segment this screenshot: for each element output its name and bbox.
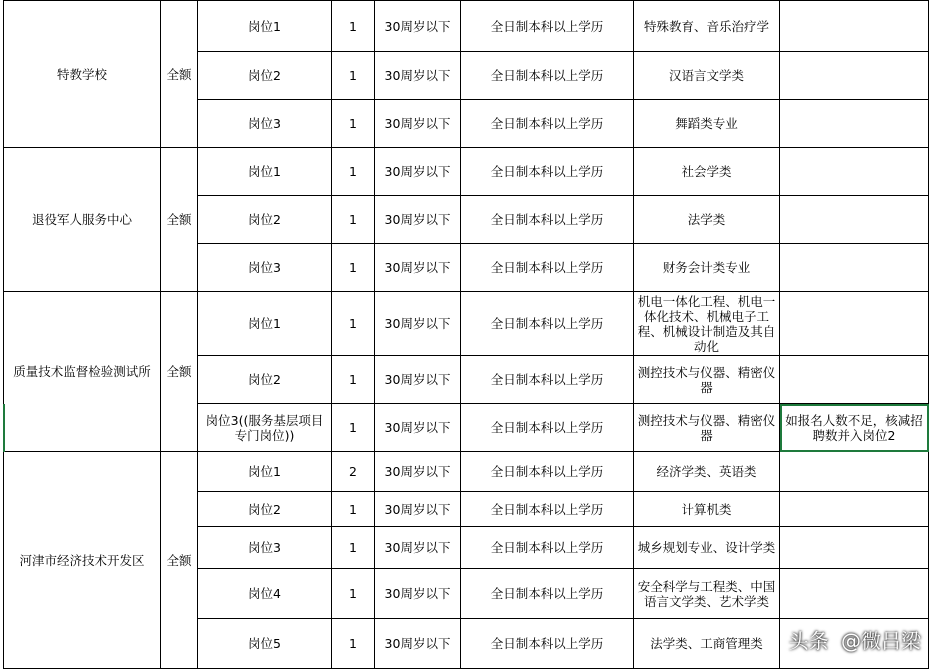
education-cell[interactable]: 全日制本科以上学历: [461, 527, 634, 569]
table-row: [4, 148, 929, 196]
post-cell[interactable]: 岗位2: [198, 196, 332, 244]
count-cell[interactable]: 1: [332, 196, 375, 244]
major-cell[interactable]: 法学类、工商管理类: [634, 619, 780, 669]
age-cell[interactable]: 30周岁以下: [375, 1, 461, 52]
major-cell[interactable]: 测控技术与仪器、精密仪器: [634, 356, 780, 404]
major-cell[interactable]: 特殊教育、音乐治疗学: [634, 1, 780, 52]
note-cell[interactable]: [780, 244, 929, 292]
age-cell[interactable]: 30周岁以下: [375, 356, 461, 404]
age-cell[interactable]: 30周岁以下: [375, 452, 461, 492]
count-cell[interactable]: 1: [332, 244, 375, 292]
note-cell[interactable]: [780, 148, 929, 196]
age-cell[interactable]: 30周岁以下: [375, 292, 461, 356]
post-cell[interactable]: 岗位1: [198, 452, 332, 492]
post-cell[interactable]: 岗位4: [198, 569, 332, 619]
post-cell[interactable]: 岗位3: [198, 244, 332, 292]
toutiao-logo: 头条: [788, 629, 829, 653]
post-cell[interactable]: 岗位5: [198, 619, 332, 669]
note-cell[interactable]: [780, 52, 929, 100]
count-cell[interactable]: 1: [332, 619, 375, 669]
major-cell[interactable]: 城乡规划专业、设计学类: [634, 527, 780, 569]
note-cell[interactable]: [780, 100, 929, 148]
major-cell[interactable]: 社会学类: [634, 148, 780, 196]
funding-cell[interactable]: 全额: [161, 148, 198, 292]
education-cell[interactable]: 全日制本科以上学历: [461, 452, 634, 492]
note-cell[interactable]: [780, 569, 929, 619]
age-cell[interactable]: 30周岁以下: [375, 100, 461, 148]
watermark: [789, 625, 921, 654]
unit-cell[interactable]: 特教学校: [4, 1, 161, 148]
education-cell[interactable]: 全日制本科以上学历: [461, 292, 634, 356]
age-cell[interactable]: 30周岁以下: [375, 569, 461, 619]
major-cell[interactable]: 机电一体化工程、机电一体化技术、机械电子工程、机械设计制造及其自动化: [634, 292, 780, 356]
count-cell[interactable]: 1: [332, 569, 375, 619]
count-cell[interactable]: 1: [332, 356, 375, 404]
post-cell[interactable]: 岗位3((服务基层项目专门岗位)): [198, 404, 332, 452]
education-cell[interactable]: 全日制本科以上学历: [461, 52, 634, 100]
education-cell[interactable]: 全日制本科以上学历: [461, 404, 634, 452]
education-cell[interactable]: 全日制本科以上学历: [461, 356, 634, 404]
major-cell[interactable]: 计算机类: [634, 492, 780, 527]
note-cell[interactable]: [780, 1, 929, 52]
count-cell[interactable]: 1: [332, 292, 375, 356]
education-cell[interactable]: 全日制本科以上学历: [461, 148, 634, 196]
age-cell[interactable]: 30周岁以下: [375, 196, 461, 244]
count-cell[interactable]: 1: [332, 492, 375, 527]
post-cell[interactable]: 岗位2: [198, 356, 332, 404]
education-cell[interactable]: 全日制本科以上学历: [461, 196, 634, 244]
education-cell[interactable]: 全日制本科以上学历: [461, 244, 634, 292]
table-row: [4, 1, 929, 52]
major-cell[interactable]: 法学类: [634, 196, 780, 244]
funding-cell[interactable]: 全额: [161, 452, 198, 669]
post-cell[interactable]: 岗位2: [198, 492, 332, 527]
major-cell[interactable]: 汉语言文学类: [634, 52, 780, 100]
age-cell[interactable]: 30周岁以下: [375, 148, 461, 196]
note-cell[interactable]: [780, 292, 929, 356]
note-cell[interactable]: [780, 356, 929, 404]
education-cell[interactable]: 全日制本科以上学历: [461, 619, 634, 669]
table-row: [4, 452, 929, 492]
major-cell[interactable]: 测控技术与仪器、精密仪器: [634, 404, 780, 452]
major-cell[interactable]: 舞蹈类专业: [634, 100, 780, 148]
education-cell[interactable]: 全日制本科以上学历: [461, 100, 634, 148]
count-cell[interactable]: 1: [332, 1, 375, 52]
unit-cell[interactable]: 质量技术监督检验测试所: [4, 292, 161, 452]
age-cell[interactable]: 30周岁以下: [375, 404, 461, 452]
age-cell[interactable]: 30周岁以下: [375, 244, 461, 292]
post-cell[interactable]: 岗位1: [198, 1, 332, 52]
funding-cell[interactable]: 全额: [161, 1, 198, 148]
age-cell[interactable]: 30周岁以下: [375, 527, 461, 569]
count-cell[interactable]: 1: [332, 527, 375, 569]
post-cell[interactable]: 岗位1: [198, 292, 332, 356]
watermark-handle: @微吕梁: [841, 629, 921, 653]
count-cell[interactable]: 1: [332, 52, 375, 100]
post-cell[interactable]: 岗位3: [198, 527, 332, 569]
count-cell[interactable]: 1: [332, 404, 375, 452]
education-cell[interactable]: 全日制本科以上学历: [461, 569, 634, 619]
post-cell[interactable]: 岗位2: [198, 52, 332, 100]
count-cell[interactable]: 1: [332, 100, 375, 148]
count-cell[interactable]: 1: [332, 148, 375, 196]
funding-cell[interactable]: 全额: [161, 292, 198, 452]
spreadsheet-table: [3, 0, 929, 669]
note-cell[interactable]: [780, 452, 929, 492]
post-cell[interactable]: 岗位1: [198, 148, 332, 196]
unit-cell[interactable]: 河津市经济技术开发区: [4, 452, 161, 669]
education-cell[interactable]: 全日制本科以上学历: [461, 492, 634, 527]
note-cell[interactable]: [780, 527, 929, 569]
unit-cell[interactable]: 退役军人服务中心: [4, 148, 161, 292]
note-cell-selected[interactable]: 如报名人数不足，核减招聘数并入岗位2: [780, 404, 929, 452]
age-cell[interactable]: 30周岁以下: [375, 52, 461, 100]
row-selection-marker: [3, 404, 5, 452]
count-cell[interactable]: 2: [332, 452, 375, 492]
major-cell[interactable]: 财务会计类专业: [634, 244, 780, 292]
note-cell[interactable]: [780, 492, 929, 527]
post-cell[interactable]: 岗位3: [198, 100, 332, 148]
note-cell[interactable]: [780, 196, 929, 244]
age-cell[interactable]: 30周岁以下: [375, 619, 461, 669]
major-cell[interactable]: 经济学类、英语类: [634, 452, 780, 492]
major-cell[interactable]: 安全科学与工程类、中国语言文学类、艺术学类: [634, 569, 780, 619]
age-cell[interactable]: 30周岁以下: [375, 492, 461, 527]
table-row: [4, 292, 929, 356]
education-cell[interactable]: 全日制本科以上学历: [461, 1, 634, 52]
